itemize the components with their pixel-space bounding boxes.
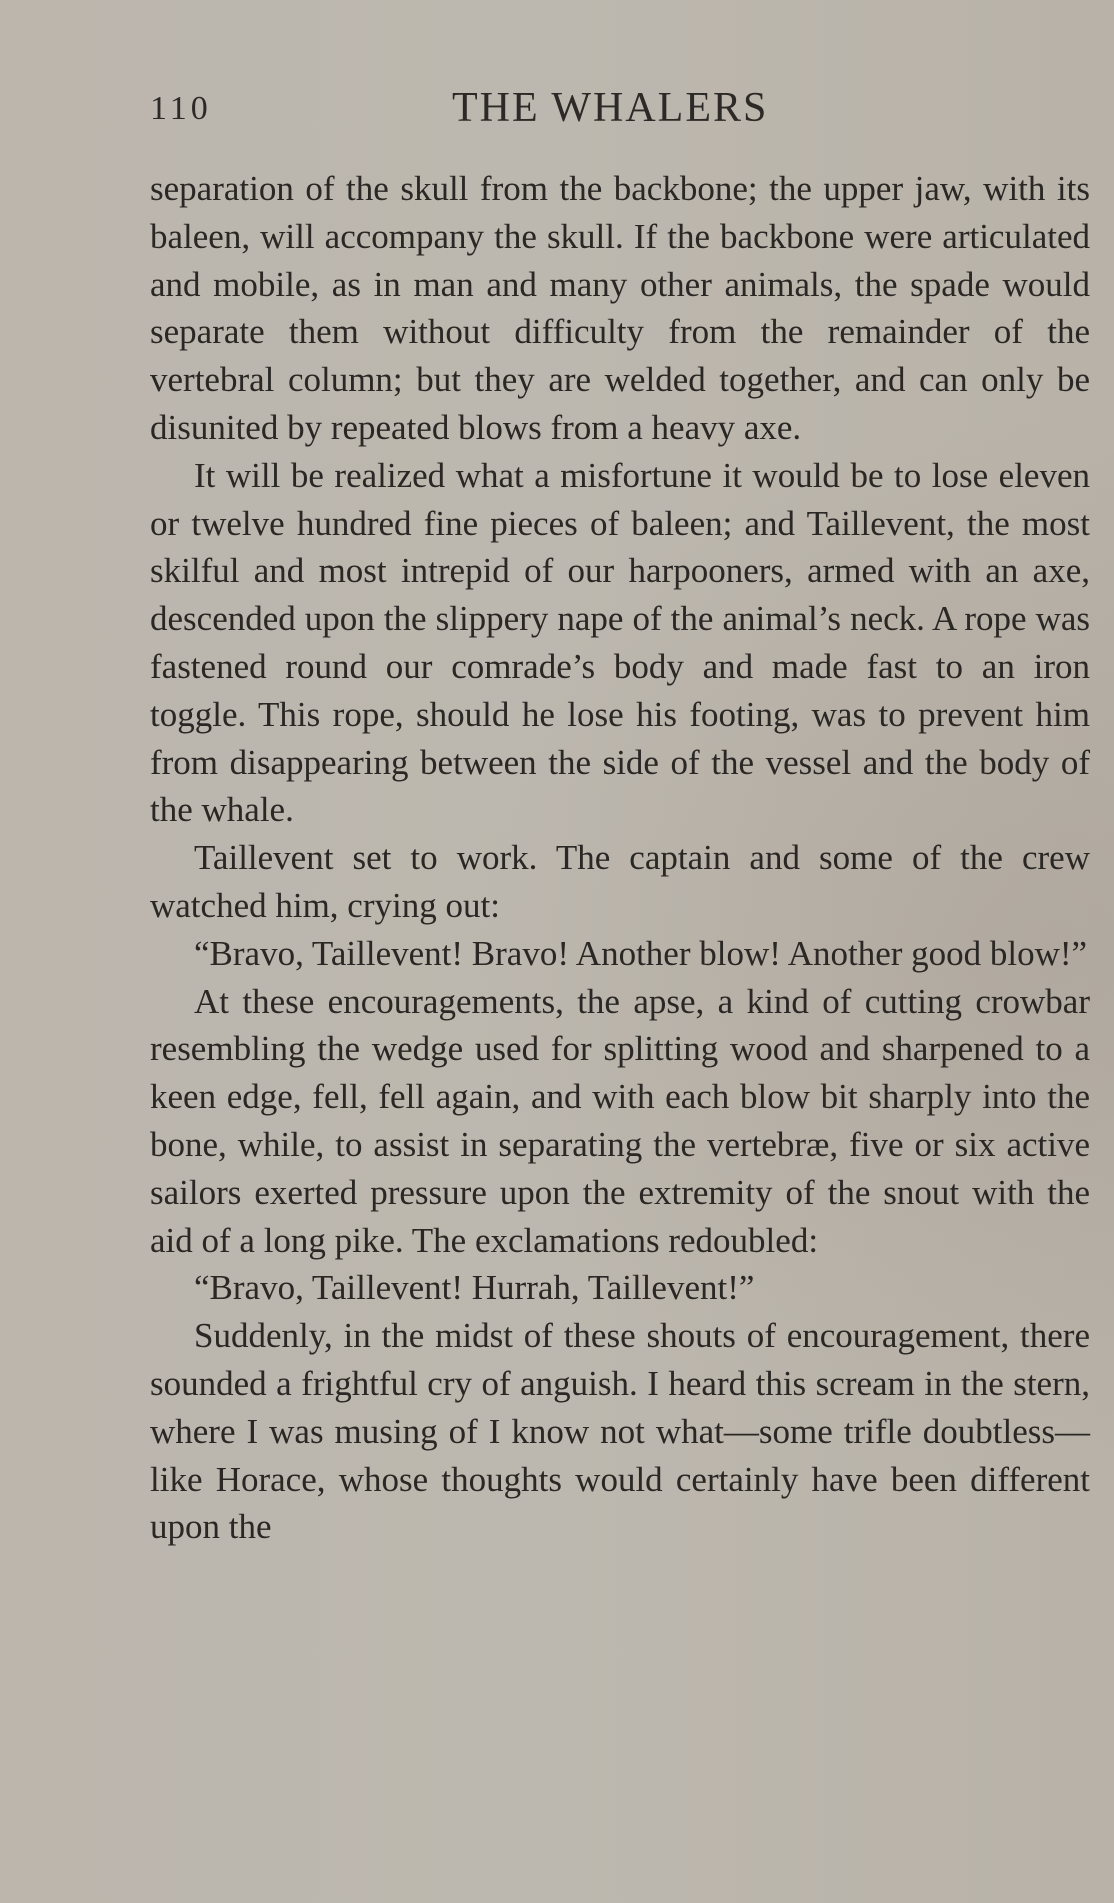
paragraph: Taillevent set to work. The captain and some of the crew watched him, crying out:: [150, 838, 1090, 925]
page-number: 110: [150, 90, 212, 127]
paragraph: Suddenly, in the midst of these shouts of encouragement, there sounded a frightful cry of anguish. I heard this scream in the stern, where I was musing of I know not what—some trifle doubtless—like Horace, whose thoughts would certainly have been different upon the: [150, 1316, 1090, 1547]
running-title: THE WHALERS: [452, 85, 769, 131]
paragraph: At these encouragements, the apse, a kind of cutting crowbar resembling the wedge used for splitting wood and sharpened to a keen edge, fell, fell again, and with each blow bit sharply into the bone, while, to assist in separating the vertebræ, five or six active sailors exerted pressure upon the extremity of the snout with the aid of a long pike. The exclamations redoubled:: [150, 981, 1090, 1260]
body-text: [150, 165, 1090, 1551]
paragraph-continuation: separation of the skull from the backbone; the upper jaw, with its baleen, will accompany the skull. If the backbone were articulated and mobile, as in man and many other animals, the spade would separate them without difficulty from the remainder of the vertebral column; but they are welded together, and can only be disunited by repeated blows from a heavy axe.: [150, 169, 1090, 447]
dialogue-paragraph: “Bravo, Taillevent! Hurrah, Taillevent!”: [194, 1268, 755, 1308]
page-header: [150, 84, 1094, 134]
dialogue-paragraph: “Bravo, Taillevent! Bravo! Another blow! Another good blow!”: [194, 933, 1088, 973]
paragraph: It will be realized what a misfortune it would be to lose eleven or twelve hundred fine pieces of baleen; and Taillevent, the most skilful and most intrepid of our harpooners, armed with an axe, descended upon the slippery nape of the animal’s neck. A rope was fastened round our comrade’s body and made fast to an iron toggle. This rope, should he lose his footing, was to prevent him from disappearing between the side of the vessel and the body of the whale.: [150, 455, 1090, 830]
